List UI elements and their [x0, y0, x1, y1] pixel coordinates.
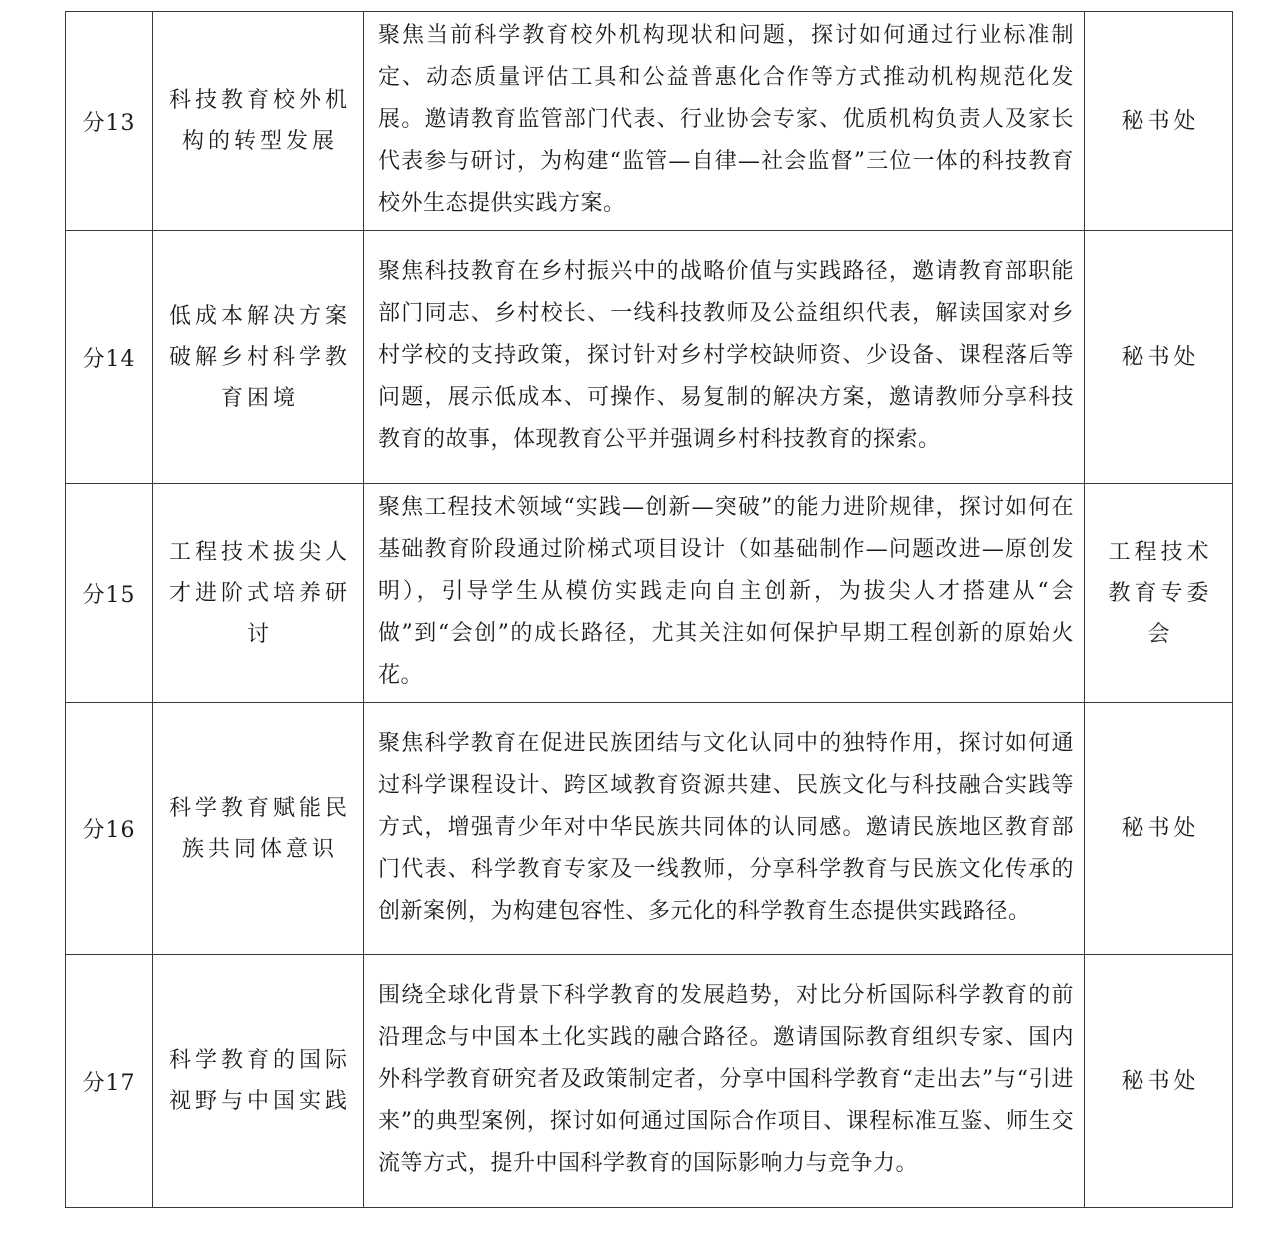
- session-organizer: 工程技术教育专委会: [1108, 539, 1213, 647]
- table-row: [66, 703, 1233, 955]
- session-title: 科技教育校外机构的转型发展: [169, 88, 352, 154]
- session-title: 科学教育的国际视野与中国实践: [169, 1048, 352, 1114]
- session-title: 低成本解决方案破解乡村科学教育困境: [169, 303, 352, 411]
- session-id: 分15: [66, 484, 153, 703]
- session-description: 聚焦科技教育在乡村振兴中的战略价值与实践路径，邀请教育部职能部门同志、乡村校长、一线科技教师及公益组织代表，解读国家对乡村学校的支持政策，探讨针对乡村学校缺师资、少设备、课程落后等问题，展示低成本、可操作、易复制的解决方案，邀请教师分享科技教育的故事，体现教育公平并强调乡村科技教育的探索。: [378, 259, 1074, 452]
- session-title: 工程技术拔尖人才进阶式培养研讨: [169, 539, 352, 647]
- session-id: 分14: [66, 231, 153, 484]
- session-description: 围绕全球化背景下科学教育的发展趋势，对比分析国际科学教育的前沿理念与中国本土化实践的融合路径。邀请国际教育组织专家、国内外科学教育研究者及政策制定者，分享中国科学教育“走出去”与“引进来”的典型案例，探讨如何通过国际合作项目、课程标准互鉴、师生交流等方式，提升中国科学教育的国际影响力与竞争力。: [378, 983, 1074, 1176]
- table-row: [66, 955, 1233, 1208]
- session-description: 聚焦当前科学教育校外机构现状和问题，探讨如何通过行业标准制定、动态质量评估工具和公益普惠化合作等方式推动机构规范化发展。邀请教育监管部门代表、行业协会专家、优质机构负责人及家长代表参与研讨，为构建“监管—自律—社会监督”三位一体的科技教育校外生态提供实践方案。: [378, 23, 1074, 216]
- table-row: [66, 231, 1233, 484]
- table-row: [66, 12, 1233, 231]
- session-organizer: 秘书处: [1121, 108, 1200, 134]
- session-description: 聚焦科学教育在促进民族团结与文化认同中的独特作用，探讨如何通过科学课程设计、跨区域教育资源共建、民族文化与科技融合实践等方式，增强青少年对中华民族共同体的认同感。邀请民族地区教育部门代表、科学教育专家及一线教师，分享科学教育与民族文化传承的创新案例，为构建包容性、多元化的科学教育生态提供实践路径。: [378, 730, 1074, 924]
- sessions-table: [65, 11, 1233, 1208]
- session-organizer: 秘书处: [1121, 344, 1200, 370]
- session-description: 聚焦工程技术领域“实践—创新—突破”的能力进阶规律，探讨如何在基础教育阶段通过阶梯式项目设计（如基础制作—问题改进—原创发明），引导学生从模仿实践走向自主创新，为拔尖人才搭建从“会做”到“会创”的成长路径，尤其关注如何保护早期工程创新的原始火花。: [378, 495, 1074, 688]
- session-id: 分17: [66, 955, 153, 1208]
- session-id: 分16: [66, 703, 153, 955]
- session-organizer: 秘书处: [1121, 1068, 1200, 1094]
- session-organizer: 秘书处: [1121, 816, 1200, 841]
- session-title: 科学教育赋能民族共同体意识: [169, 795, 352, 862]
- table-row: [66, 484, 1233, 703]
- session-id: 分13: [66, 12, 153, 231]
